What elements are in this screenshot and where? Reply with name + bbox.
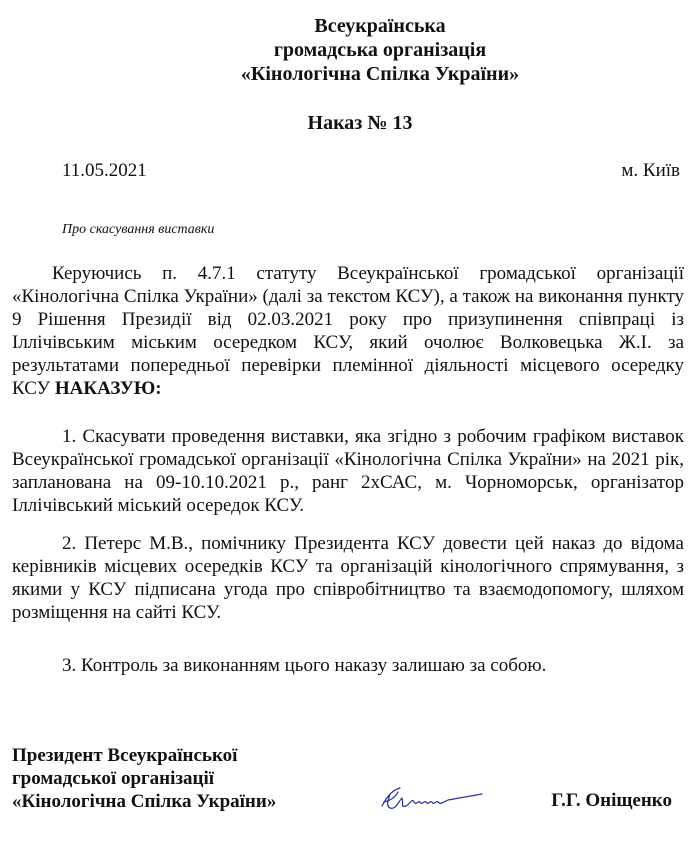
order-title-text: Наказ № 13 (307, 112, 413, 134)
organization-header (0, 14, 700, 86)
signer-name: Г.Г. Оніщенко (551, 790, 672, 811)
order-item-3: 3. Контроль за виконанням цього наказу залишаю за собою. (62, 655, 547, 676)
intro-text: Керуючись п. 4.7.1 статуту Всеукраїнської громадської організації «Кінологічна Спілка України» (далі за текстом КСУ), а також на виконання пункту 9 Рішення Президії від 02.03.2021 року про призупинення співпраці із Іллічівським міським осередком КСУ, який очолює Волковецька Ж.І. за результатами попередньої перевірки племінної діяльності місцевого осередку КСУ (12, 263, 684, 399)
org-header-line-3: «Кінологічна Спілка України» (240, 63, 520, 85)
signatory-position (12, 744, 276, 813)
order-item-1: 1. Скасувати проведення виставки, яка згідно з робочим графіком виставок Всеукраїнської громадської організації «Кінологічна Спілка України» на 2021 рік, запланована на 09-10.10.2021 р., ранг 2хСАС, м. Чорноморськ, організатор Іллічівський міський осередок КСУ. (12, 426, 684, 516)
handwritten-signature (378, 780, 488, 816)
order-date: 11.05.2021 (62, 160, 147, 181)
org-header-line-1: Всеукраїнська (314, 15, 446, 37)
order-subject: Про скасування виставки (62, 222, 215, 237)
order-city: м. Київ (621, 160, 680, 181)
org-header-line-2: громадська організація (273, 39, 487, 61)
signatory-position-line-3: «Кінологічна Спілка України» (12, 791, 277, 812)
intro-directive: НАКАЗУЮ: (54, 378, 162, 399)
signatory-position-line-1: Президент Всеукраїнської (12, 745, 238, 766)
intro-paragraph (12, 262, 684, 400)
signatory-position-line-2: громадської організації (12, 768, 215, 789)
order-item-2: 2. Петерс М.В., помічнику Президента КСУ довести цей наказ до відома керівників місцевих осередків КСУ та організацій кінологічного спрямування, з якими у КСУ підписана угода про співробітництво та взаємодопомогу, шляхом розміщення на сайті КСУ. (12, 533, 684, 623)
order-title (0, 112, 700, 135)
